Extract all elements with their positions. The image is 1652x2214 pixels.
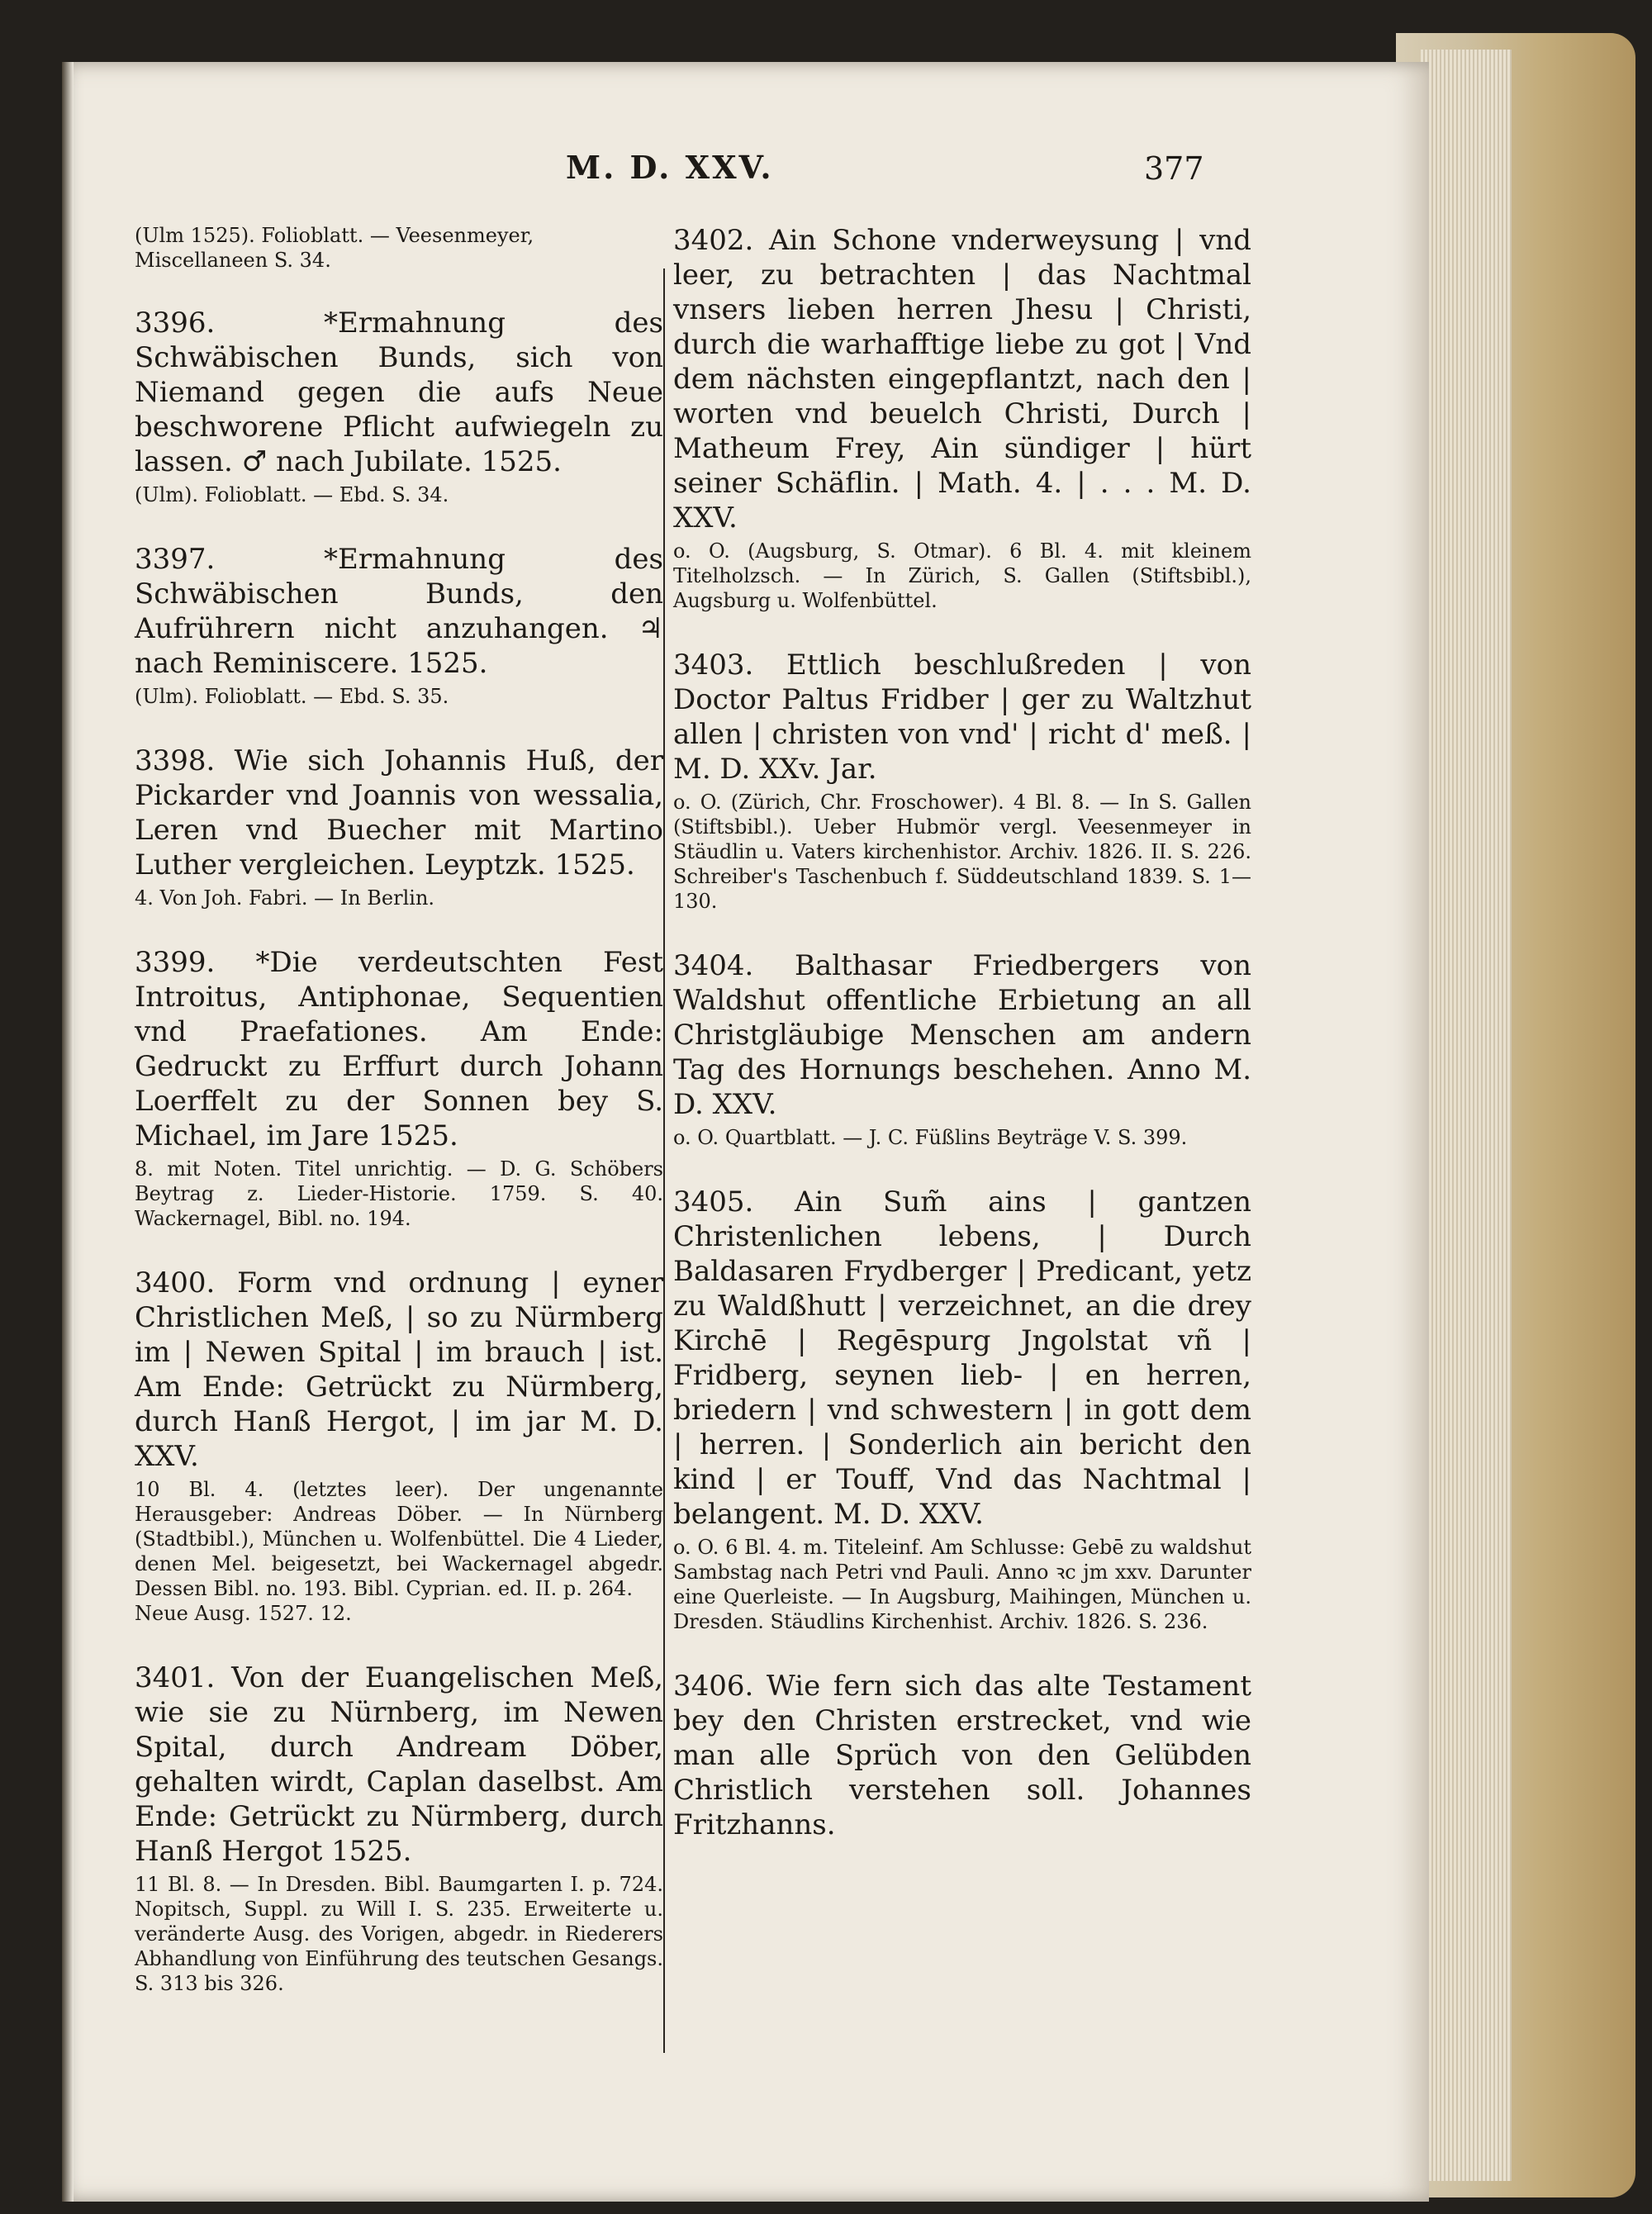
entry-3399 xyxy=(135,945,663,1231)
entry-note: o. O. Quartblatt. — J. C. Füßlins Beyträge V. S. 399. xyxy=(673,1126,1188,1149)
entry-title: 3406. Wie fern sich das alte Testament bey den Christen erstrecket, vnd wie man alle Sprüch von den Gelübden Christlich verstehen soll. Johannes Fritzhanns. xyxy=(673,1670,1251,1841)
right-column xyxy=(673,223,1251,1877)
entry-note: Neue Ausg. 1527. 12. xyxy=(135,1602,352,1625)
entry-note: o. O. 6 Bl. 4. m. Titeleinf. Am Schlusse: Gebē zu waldshut Sambstag nach Petri vnd Pauli. Anno ꝛc jm xxv. Darunter eine Querleiste. — In Augsburg, Maihingen, München u. Dresden. Stäudlins Kirchenhist. Archiv. 1826. S. 236. xyxy=(673,1536,1251,1633)
left-column xyxy=(135,223,663,2031)
running-head: M. D. XXV. xyxy=(566,149,774,186)
page-number: 377 xyxy=(1144,150,1204,187)
page-stack xyxy=(1421,50,1512,2181)
entry-3405 xyxy=(673,1185,1251,1634)
column-rule xyxy=(663,268,665,2053)
entry-note: o. O. (Zürich, Chr. Froschower). 4 Bl. 8. — In S. Gallen (Stiftsbibl.). Ueber Hubmör vergl. Veesenmeyer in Stäudlin u. Vaters kirchenhistor. Archiv. 1826. II. S. 226. Schreiber's Taschenbuch f. Süddeutschland 1839. S. 1—130. xyxy=(673,791,1251,913)
entry-note: (Ulm). Folioblatt. — Ebd. S. 35. xyxy=(135,685,449,708)
book-page xyxy=(62,62,1429,2202)
entry-3396 xyxy=(135,306,663,507)
entry-title: 3401. Von der Euangelischen Meß, wie sie zu Nürnberg, im Newen Spital, durch Andream Döber, gehalten wirdt, Caplan daselbst. Am Ende: Getrückt zu Nürmberg, durch Hanß Hergot 1525. xyxy=(135,1661,663,1868)
entry-3397 xyxy=(135,542,663,709)
entry-title: 3396. *Ermahnung des Schwäbischen Bunds, sich von Niemand gegen die aufs Neue beschworene Pflicht aufwiegeln zu lassen. ♂ nach Jubilate. 1525. xyxy=(135,306,663,478)
entry-note: o. O. (Augsburg, S. Otmar). 6 Bl. 4. mit kleinem Titelholzsch. — In Zürich, S. Gallen (Stiftsbibl.), Augsburg u. Wolfenbüttel. xyxy=(673,539,1251,612)
entry-3403 xyxy=(673,648,1251,914)
entry-title: 3405. Ain Sum̃ ains | gantzen Christenlichen lebens, | Durch Baldasaren Frydberger | Predicant, yetz zu Waldßhutt | verzeichnet, an die drey Kirchē | Regēspurg Jngolstat vñ | Fridberg, seynen lieb- | en herren, briedern | vnd schwestern | in gott dem | herren. | Sonderlich ain bericht den kind | er Touff, Vnd das Nachtmal | belangent. M. D. XXV. xyxy=(673,1185,1251,1531)
entry-3400 xyxy=(135,1266,663,1626)
entry-title: 3402. Ain Schone vnderweysung | vnd leer, zu betrachten | das Nachtmal vnsers lieben herren Jhesu | Christi, durch die warhafftige liebe zu got | Vnd dem nächsten eingepflantzt, nach den | worten vnd beuelch Christi, Durch | Matheum Frey, Ain sündiger | hürt seiner Schäflin. | Math. 4. | . . . M. D. XXV. xyxy=(673,224,1251,534)
entry-3406 xyxy=(673,1669,1251,1842)
entry-note: 8. mit Noten. Titel unrichtig. — D. G. Schöbers Beytrag z. Lieder-Historie. 1759. S. 40. Wackernagel, Bibl. no. 194. xyxy=(135,1157,663,1230)
entry-title: 3404. Balthasar Friedbergers von Waldshut offentliche Erbietung an all Christgläubige Menschen am andern Tag des Hornungs beschehen. Anno M. D. XXV. xyxy=(673,949,1251,1121)
gutter-shadow xyxy=(62,62,74,2202)
entry-title: 3398. Wie sich Johannis Huß, der Pickarder vnd Joannis von wessalia, Leren vnd Buecher mit Martino Luther vergleichen. Leyptzk. 1525. xyxy=(135,744,663,881)
entry-note: 11 Bl. 8. — In Dresden. Bibl. Baumgarten I. p. 724. Nopitsch, Suppl. zu Will I. S. 235. Erweiterte u. veränderte Ausg. des Vorigen, abgedr. in Riederers Abhandlung von Einführung des teutschen Gesangs. S. 313 bis 326. xyxy=(135,1873,663,1995)
lead-note: (Ulm 1525). Folioblatt. — Veesenmeyer, Miscellaneen S. 34. xyxy=(135,224,534,272)
entry-note: 10 Bl. 4. (letztes leer). Der ungenannte Herausgeber: Andreas Döber. — In Nürnberg (Stadtbibl.), München u. Wolfenbüttel. Die 4 Lieder, denen Mel. beigesetzt, bei Wackernagel abgedr. Dessen Bibl. no. 193. Bibl. Cyprian. ed. II. p. 264. xyxy=(135,1478,663,1600)
entry-3398 xyxy=(135,744,663,910)
page-header xyxy=(62,149,1301,198)
entry-note: (Ulm). Folioblatt. — Ebd. S. 34. xyxy=(135,483,449,506)
entry-title: 3400. Form vnd ordnung | eyner Christlichen Meß, | so zu Nürmberg im | Newen Spital | im brauch | ist. Am Ende: Getrückt zu Nürmberg, durch Hanß Hergot, | im jar M. D. XXV. xyxy=(135,1266,663,1473)
entry-title: 3403. Ettlich beschlußreden | von Doctor Paltus Fridber | ger zu Waltzhut allen | christen von vnd' | richt d' meß. | M. D. XXv. Jar. xyxy=(673,649,1251,786)
entry-3404 xyxy=(673,948,1251,1150)
entry-3401 xyxy=(135,1660,663,1996)
entry-3402 xyxy=(673,223,1251,613)
entry-title: 3397. *Ermahnung des Schwäbischen Bunds, den Aufrührern nicht anzuhangen. ♃ nach Reminiscere. 1525. xyxy=(135,543,663,680)
entry-note: 4. Von Joh. Fabri. — In Berlin. xyxy=(135,886,435,910)
entry-title: 3399. *Die verdeutschten Fest Introitus, Antiphonae, Sequentien vnd Praefationes. Am Ende: Gedruckt zu Erffurt durch Johann Loerffelt zu der Sonnen bey S. Michael, im Jare 1525. xyxy=(135,946,663,1152)
